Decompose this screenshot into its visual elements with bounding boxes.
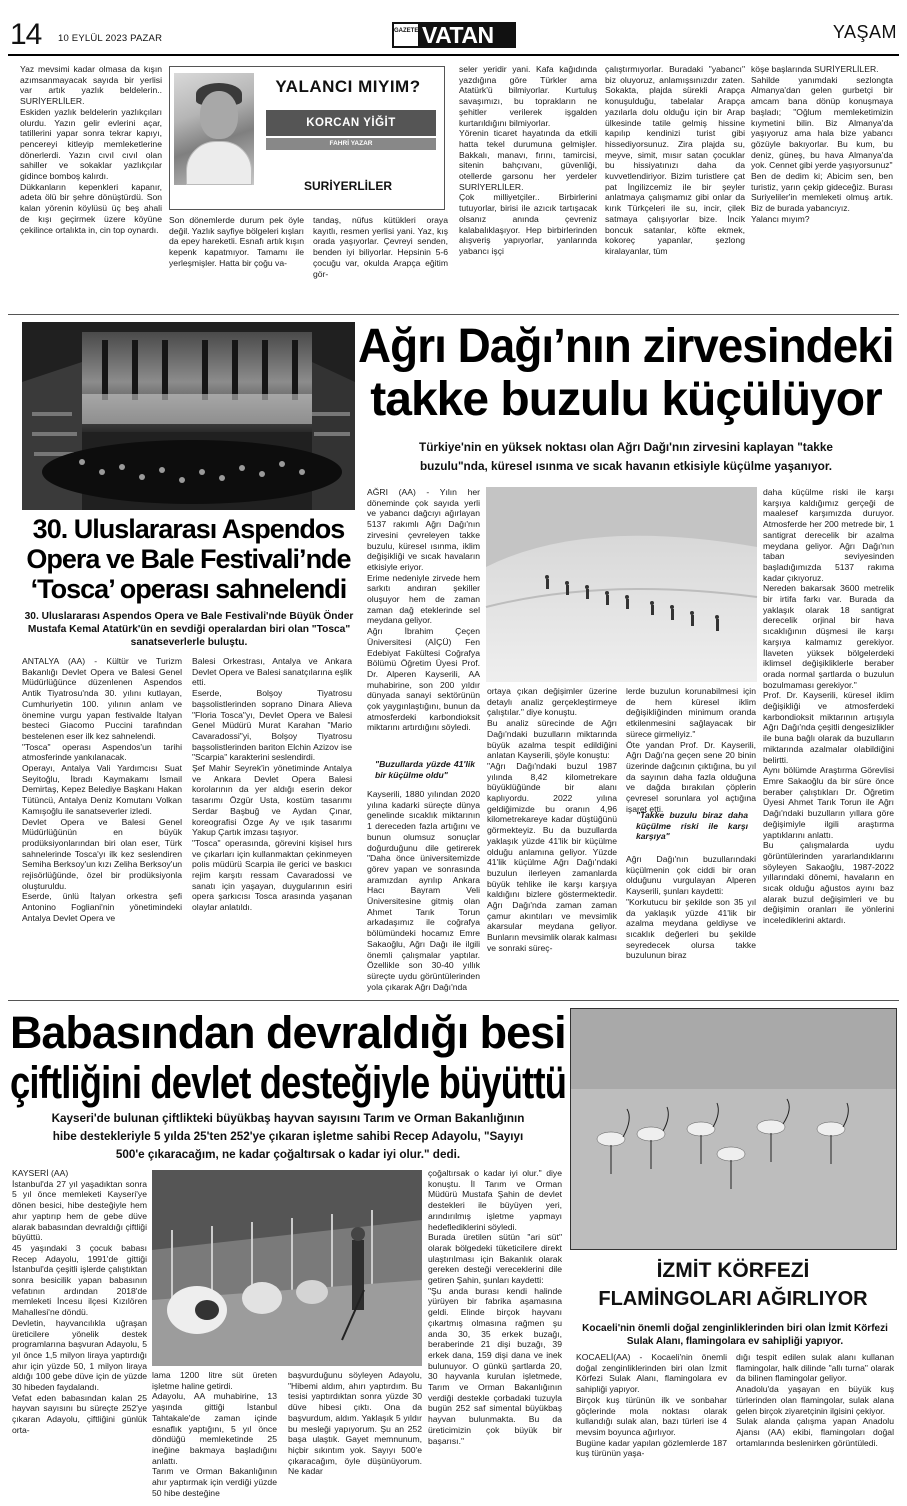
agri-headline-1: Ağrı Dağı’nın zirvesindeki (358, 320, 894, 373)
besi-headline-1: Babasından devraldığı besi (10, 1007, 566, 1058)
aspendos-deck: 30. Uluslararası Aspendos Opera ve Bale Festivali'nde Büyük Önder Mustafa Kemal Atatürk'ün en sevdiği operalardan biri olan "Tosca" sanatseverlerle buluştu. (24, 611, 354, 649)
izmit-deck: Kocaeli'nin önemli doğal zenginliklerinden biri olan İzmit Körfezi Sulak Alanı, flamingolara ev sahipliği yapıyor. (582, 1323, 888, 1347)
besi-text-col3: başvurduğunu söyleyen Adayolu, "Hibemi aldım, ahırı yaptırdım. Bu tesisi yaptırdıktan sonra yüzde 30 düve hibesi çıktı. Ona da başvurdum, aldım. Yaklaşık 5 yıldır bu mesleği yapıyorum. Şu an 252 başa ulaştık. Gayet memnunum, hiçbir sıkıntım yok. Sayıyı 500'e çıkaracağım, öyle düşünüyorum. Ne kadar (288, 1370, 422, 1477)
column-text-col5: çalıştırmıyorlar. Buradaki "yabancı" biz oluyoruz, anlamışsınızdır zaten. Sokakta, plajda sürekli Arapça konuşulduğu, tabelalar Arapça yazılarla dolu olduğu için bir Arap ülkesinde tatile gelmiş hissine kapılıp kendinizi turist gibi hissediyorsunuz. Zira plajda su, meyve, simit, mısır satan çocuklar bu hissiyatınızı daha da kuvvetlendiriyor. Bizim turistlere çat pat İngilizcemiz ile bir şeyler anlatmaya çalışmamız gibi onlar da kırık Türkçeleri ile su, incir, çilek satmaya çalışıyorlar bize. İncik boncuk satanlar, köfte ekmek, kokoreç yapanlar, şezlong kiralayanlar, tüm (605, 64, 745, 256)
agri-inset-quote-1: "Buzullarda yüzde 41'lik bir küçülme oldu" (375, 759, 475, 780)
author-photo (174, 73, 254, 185)
aspendos-text-col2: Balesi Orkestrası, Antalya ve Ankara Devlet Opera ve Balesi sanatçılarına eşlik etti. Eserde, Bolşoy Tiyatrosu başsolistlerinden soprano Dinara Alieva "Floria Tosca"yı, Devlet Opera ve Balesi Genel Müdürü Murat Karahan "Mario Cavaradossi"yi, Bolşoy Tiyatrosu başsolistlerinden bariton Elchin Azizov ise "Scarpia" karakterini seslendirdi. Şef Mahir Seyrek'in yönetiminde Antalya ve Ankara Devlet Opera Balesi korolarının da yer aldığı eserin dekor tasarımı Özgür Usta, kostüm tasarımı Serdar Başbuğ ve Aydan Çınar, koreografisi Özge Ay ve ışık tasarımı Yakup Çartık imzası taşıyor. "Tosca" operasında, görevini kişisel hırs ve çıkarları için kullanmaktan çekinmeyen polis müdürü Scarpia ile gerici ve baskıcı rejim karşıtı ressam Cavaradossi ve sanatı için yaşayan, duygularının esiri opera şarkıcısı Tosca arasında yaşanan olaylar anlatıldı. (192, 656, 352, 913)
flamingo-image (571, 1009, 896, 1249)
agri-text-col4: daha küçülme riski ile karşı karşıya kaldığımız gerçeği de maalesef karşımızda duruyor. Atmosferde her 200 metrede bir, 1 santigrat derecelik bir azalma meydana geliyor. Ağrı Dağı'nın taban seviyesinden başladığımızda 5137 rakıma kadar çıkıyoruz. Nereden bakarsak 3600 metrelik bir irtifa farkı var. Burada da yaklaşık olarak 18 santigrat derecelik orjinal bir hava sıcaklığının düşmesi ile karşı karşıya kalmamız gerekiyor. İlaveten yüksek bölgelerdeki iklimsel değişikliklerle beraber orada normal şartlarda o buzulun bozulmaması gerekiyor." Prof. Dr. Kayserili, küresel iklim değişikliği ve atmosferdeki karbondioksit miktarının artışıyla Ağrı Dağı'nda çeşitli dengesizlikler ile buna bağlı olarak da buzulların miktarında azalmalar olabildiğini belirtti. Aynı bölümde Araştırma Görevlisi Emre Sakaoğlu da bir süre önce beraber çalıştıkları Dr. Öğretim Üyesi Ahmet Tarık Torun ile Ağrı Dağı'ndaki buzulların yıllara göre değişimiyle ilgili araştırma yaptıklarını anlattı. Bu çalışmalarda uydu görüntülerinden yararlandıklarını söyleyen Sakaoğlu, 1987-2022 yıllarındaki dönemi, havaların en sıcak olduğu ağustos ayını baz alarak buzul değişimleri ve bu değişimin oranları ile yönlerini incelediklerini aktardı. (763, 487, 894, 926)
page-number: 14 (10, 18, 42, 51)
aspendos-headline-2: Opera ve Bale Festivali’nde (26, 544, 351, 574)
column-text-col2: Son dönemlerde durum pek öyle değil. Yazlık sayfiye bölgeleri kışları da epey hareketli. Esnafı artık kışın kepenk kapatmıyor. Tamamı ile yerleşmişler. Hatta bir çoğu va- (169, 215, 304, 268)
column-text-col1: Yaz mevsimi kadar olmasa da kışın azımsanmayacak sayıda bir yerlisi var artık yazlık beldelerin.. SURİYERLİLER. Eskiden yazlık beldelerin yazlıkçıları olurdu. Yazın gelir evlerini açar, tatillerini yapar sonra tekrar kapıyı, pencereyi kitleyip memleketlerine dönerlerdi. Yazın cıvıl cıvıl olan sahiller ve sokaklar yazlıkçılar gidince bomboş kalırdı. Dükkanların kepenkleri kapanır, adeta ölü bir şehre dönüştürdü. Son kalan yörenin köylüsü üç beş ahali de kışı geçirmek üzere köyüne çekilince ortalıkta in, cin top oynardı. (20, 64, 162, 235)
opera-stage-image (22, 322, 355, 510)
issue-date: 10 EYLÜL 2023 PAZAR (58, 33, 163, 44)
divider (8, 314, 899, 315)
besi-deck-3: 500'e çıkaracağım, ne kadar çoğaltırsak o kadar iyi olur." dedi. (115, 1148, 461, 1161)
divider (8, 1000, 899, 1001)
besi-text-col2: lama 1200 litre süt üreten işletme haline getirdi. Adayolu, AA muhabirine, 13 yaşında gittiği İstanbul Tahtakale'de zaman içinde esnaflık yaptığını, 5 yıl önce döndüğü memleketinde 25 ineğine bakmaya başladığını anlattı. Tarım ve Orman Bakanlığının ahır yaptırmak için verdiği yüzde 50 hibe desteğine (152, 1370, 277, 1498)
column-author-role: FAHRİ YAZAR (266, 138, 436, 150)
column-title: YALANCI MIYIM? (275, 77, 421, 96)
flamingo-photo-frame (570, 1008, 897, 1250)
column-author: KORCAN YİĞİT (266, 110, 436, 136)
izmit-text-col2: dığı tespit edilen sulak alanı kullanan flamingolar, halk dilinde "allı turna" olarak da bilinen flamingolar geliyor. Anadolu'da yaşayan en büyük kuş türlerinden olan flamingolar, sulak alana gelen birçok ziyaretçinin ilgisini çekiyor. Sulak alanda çalışma yapan Anadolu Ajansı (AA) ekibi, flamingoları doğal ortamlarında beslenirken görüntüledi. (736, 1352, 894, 1448)
aspendos-headline-1: 30. Uluslararası Aspendos (32, 514, 345, 544)
besi-headline-2: çiftliğini devlet desteğiyle büyüttü (10, 1057, 567, 1108)
barn-cattle-photo (152, 1170, 422, 1366)
besi-text-col1: KAYSERİ (AA) İstanbul'da 27 yıl yaşadıktan sonra 5 yıl önce memleketi Kayseri'ye dönen besici, hibe desteğiyle hem ahır yaptırıp hem de gebe düve alarak babasından devraldığı çiftliği büyüttü. 45 yaşındaki 3 çocuk babası Recep Adayolu, 1991'de gittiği İstanbul'da çeşitli işlerde çalıştıktan sonra besicilik yapan babasının vefatının ardından 2018'de memleketi İncesu ilçesi Kızılören Mahallesi'ne döndü. Devletin, hayvancılıkla uğraşan üreticilere yönelik destek programlarına başvuran Adayolu, 5 yıl önce 1,5 milyon liraya yaptırdığı ahır için yüzde 50, 1 milyon liraya aldığı 100 gebe düve için de yüzde 30 hibeden faydalandı. Vefat eden babasından kalan 25 hayvan sayısını bu süreçte 252'ye çıkaran Adayolu, çiftliğini günlük orta- (12, 1168, 147, 1435)
aspendos-headline-3: ‘Tosca’ operası sahnelendi (30, 574, 347, 604)
agri-text-col1b: Kayserili, 1880 yılından 2020 yılına kadarki süreçte dünya genelinde sıcaklık miktarının 1 dereceden fazla artığını ve bunun olumsuz sonuçlar doğurduğunu dile getirerek "Daha önce üniversitemizde görev yapan ve sonrasında aramızdan ayrılıp Ankara Hacı Bayram Veli Üniversitesine gitmiş olan Ahmet Tarık Torun arkadaşımız ile coğrafya bölümündeki hocamız Emre Sakaoğlu, Ağrı Dağı ile ilgili önemli çalışmalar yaptılar. Özellikle son 30-40 yıllık süreçte uydu görüntülerinden yola çıkarak Ağrı Dağı'nda (367, 789, 480, 992)
agri-inset-quote-2: "Takke buzulu biraz daha küçülme riski ile karşı karşıya" (636, 810, 748, 841)
opera-stage-photo (22, 322, 355, 510)
agri-headline-2: takke buzulu küçülüyor (370, 373, 882, 426)
column-header-box (169, 66, 445, 210)
logo-mark-icon: GAZETE (394, 24, 418, 46)
besi-text-col4: çoğaltırsak o kadar iyi olur." diye konuştu. İl Tarım ve Orman Müdürü Mustafa Şahin de devlet destekleri ile büyüyen yeri, arındırılmış işletme yapmayı hedeflediklerini söyledi. Burada üretilen sütün "ari süt" olarak bölgedeki tüketicilere direkt ulaştırılması için Bakanlık olarak gereken desteği vereceklerini dile getiren Şahin, şunları kaydetti: "Şu anda burası kendi halinde yürüyen bir fabrika aşamasına geldi. Elinde birçok hayvanı çıkartmış olmasına rağmen şu anda 30, 35 erkek buzağı, beraberinde 21 dişi buzağı, 39 erkek dana, 159 dişi dana ve inek bulunuyor. O günkü şartlarda 20, 30 hayvanla kurulan işletmede, Tarım ve Orman Bakanlığının verdiği destekle çorbadaki tuzuyla bugün 252 saf simental büyükbaş hayvan bulunmakta. Bu da üreticimizin çok büyük bir başarısı." (428, 1168, 562, 1446)
agri-text-col2: ortaya çıkan değişimler üzerine detaylı analiz gerçekleştirmeye çalıştılar." diye konuştu. Bu analiz sürecinde de Ağrı Dağı'ndaki buzulların miktarında büyük azalma tespit edildiğini anlatan Kayserili, şöyle konuştu: "Ağrı Dağı'ndaki buzul 1987 yılında 8,42 kilometrekare büyüklüğünde bir alanı kaplıyordu. 2022 yılına geldiğimizde bu oranın 4,96 kilometrekareye kadar düştüğünü görmekteyiz. Bu da buzullarda yaklaşık yüzde 41'lik bir küçülme olduğu anlamına geliyor. Yüzde 41'lik küçülme Ağrı Dağı'ndaki buzulun ilerleyen zamanlarda büyük tehlike ile karşı karşıya kaldığını bizlere göstermektedir. Ağrı Dağı'nda zaman zaman çamur akıntıları ve mevsimlik akarsular meydana geliyor. Bunların mevsimlik olarak kalması ve sonraki süreç- (487, 686, 617, 953)
column-text-col6: köşe başlarında SURİYERLİLER. Sahilde yanımdaki sezlongta Almanya'dan gelen gurbetçi bir amcam bana dönüp konuşmaya başladı; "Oğlum memleketimizin kıymetini bilin. Biz Almanya'da yaşıyoruz ama hala bize yabancı gözüyle bakıyorlar. Bu kum, bu deniz, güneş, bu hava Almanya'da yok. Cennet gibi yerde yaşıyorsunuz" Ben de dedim ki; Abicim sen, ben turistiz, yarın çekip gideceğiz. Burası Suriyeliler'in memleketi olmuş artık. Biz de burada yabancıyız. Yalancı mıyım? (751, 64, 893, 224)
agri-text-col3b: Ağrı Dağı'nın buzullarındaki küçülmenin çok ciddi bir oran olduğunu vurgulayan Alperen Kayserili, şunları kaydetti: "Korkutucu bir şekilde son 35 yıl da yaklaşık yüzde 41'lik bir azalma meydana geldiyse ve sıcaklık değerleri bu şekilde seyredecek olursa takke buzulunun biraz (626, 854, 756, 961)
besi-deck-2: hibe destekleriyle 5 yılda 25'ten 252'ye çıkaran işletme sahibi Recep Adayolu, "Sayıyı (52, 1130, 524, 1143)
izmit-text-col1: KOCAELİ(AA) - Kocaeli'nin önemli doğal zenginliklerinden biri olan İzmit Körfezi Sulak Alanı, flamingolara ev sahipliği yapıyor. Birçok kuş türünün ilk ve sonbahar göçlerinde mola noktası olarak kullandığı sulak alan, bazı türleri ise 4 mevsim boyunca ağırlıyor. Bugüne kadar yapılan gözlemlerde 187 kuş türünün yaşa- (576, 1352, 727, 1459)
barn-image (152, 1170, 422, 1366)
glacier-image (486, 487, 757, 682)
column-text-col4: seler yeridir yani. Kafa kağıdında yazdığına göre Türkler ama Atatürk'ü bilmiyorlar. Kurtuluş savaşımızı, bu toprakların ne şehitler verilerek işgalden kurtarıldığını bilmiyorlar. Yörenin ticaret hayatında da etkili hatta tekel durumuna gelmişler. Bakkalı, manavı, fırını, tamircisi, sitenin bahçıvanı, güvenliği, otellerde garsonu her yerdeler SURİYERLİLER. Çok milliyetçiler.. Birbirlerini tutuyorlar, birisi ile azıcık tartışacak olsanız anında çevreniz kalabalıklaşıyor. Hep birbirlerinden alışveriş yapıyorlar, yanlarında yabancı işçi (459, 64, 597, 256)
logo-text: VATAN (422, 21, 494, 48)
header-rule (8, 54, 899, 56)
glacier-climbers-photo (486, 487, 757, 682)
column-text-col3: tandaş, nüfus kütükleri oraya kayıtlı, resmen yerlisi yani. Yaz, kış orada yaşıyorlar. Çevreyi senden, benden iyi biliyorlar. Hepsinin 5-6 çocuğu var, okulda Arapça eğitim gör- (313, 215, 448, 279)
agri-text-col1: AĞRI (AA) - Yılın her döneminde çok sayıda yerli ve yabancı dağcıyı ağırlayan 5137 rakımlı Ağrı Dağı'nın zirvesini çevreleyen takke buzulu, küresel ısınma, iklim değişikliği ve sıcak havaların etkisiyle eriyor. Erime nedeniyle zirvede hem sarkıtı andıran şekiller oluşuyor hem de zaman zaman dağ eteklerinde sel meydana geliyor. Ağrı İbrahim Çeçen Üniversitesi (AİÇÜ) Fen Edebiyat Fakültesi Coğrafya Bölümü Öğretim Üyesi Prof. Dr. Alperen Kayserili, AA muhabirine, son 200 yıldır dünyada sanayi sektörünün çok yaygınlaştığını, bunun da atmosferdeki karbondioksit miktarını artırdığını söyledi. (367, 487, 480, 733)
besi-deck-1: Kayseri'de bulunan çiftlikteki büyükbaş hayvan sayısını Tarım ve Orman Bakanlığının (51, 1112, 525, 1125)
izmit-title-2: FLAMİNGOLARI AĞIRLIYOR (598, 1288, 868, 1310)
agri-deck-1: Türkiye'nin en yüksek noktası olan Ağrı Dağı'nın zirvesini kaplayan "takke (419, 440, 833, 454)
agri-text-col3: lerde buzulun korunabilmesi için de hem küresel iklim değişikliğinden minimum oranda etkilenmesini sağlayacak bir sürece girmeliyiz." Öte yandan Prof. Dr. Kayserili, Ağrı Dağı'na geçen sene 20 binin üzerinde dağcının çıktığına, bu yıl da sayının daha fazla olduğuna ve dağda bırakılan çöplerin çevresel sorunlara yol açtığına işaret etti. (626, 686, 756, 814)
newspaper-logo (392, 22, 516, 48)
aspendos-text-col1: ANTALYA (AA) - Kültür ve Turizm Bakanlığı Devlet Opera ve Balesi Genel Müdürlüğünce düzenlenen Aspendos Antik Tiyatrosu'nda 30. yılını kutlayan, Cumhuriyetin 100. yılının anlam ve önemine vurgu yapan festivalde İtalyan besteci Giacomo Puccini tarafından bestelenen eser ilk kez sahnelendi. "Tosca" operası Aspendos'un tarihi atmosferinde yankılanacak. Operayı, Antalya Vali Yardımcısı Suat Seyitoğlu, İbradı Kaymakamı İsmail Demirtaş, Kepez Belediye Başkanı Hakan Tütüncü, Antalya Deniz Komutanı Volkan Kamışoğlu ile sanatseverler izledi. Devlet Opera ve Balesi Genel Müdürlüğünün en büyük prodüksiyonlarından biri olan eser, Türk sahnelerinde Tosca'yı ilk kez seslendiren Semiha Berksoy'un kızı Zeliha Berksoy'un rejisörlüğünde, özel bir prodüksiyonla oluşturuldu. Eserde, ünlü İtalyan orkestra şefi Antonino Fogliani'nin yönetimindeki Antalya Devlet Opera ve (22, 656, 182, 923)
izmit-title-1: İZMİT KÖRFEZİ (656, 1259, 810, 1282)
section-name: YAŞAM (832, 22, 897, 42)
agri-deck-2: buzulu"nda, küresel ısınma ve sıcak havanın etkisiyle küçülme yaşanıyor. (419, 459, 833, 473)
column-topic: SURİYERLİLER (303, 179, 392, 193)
